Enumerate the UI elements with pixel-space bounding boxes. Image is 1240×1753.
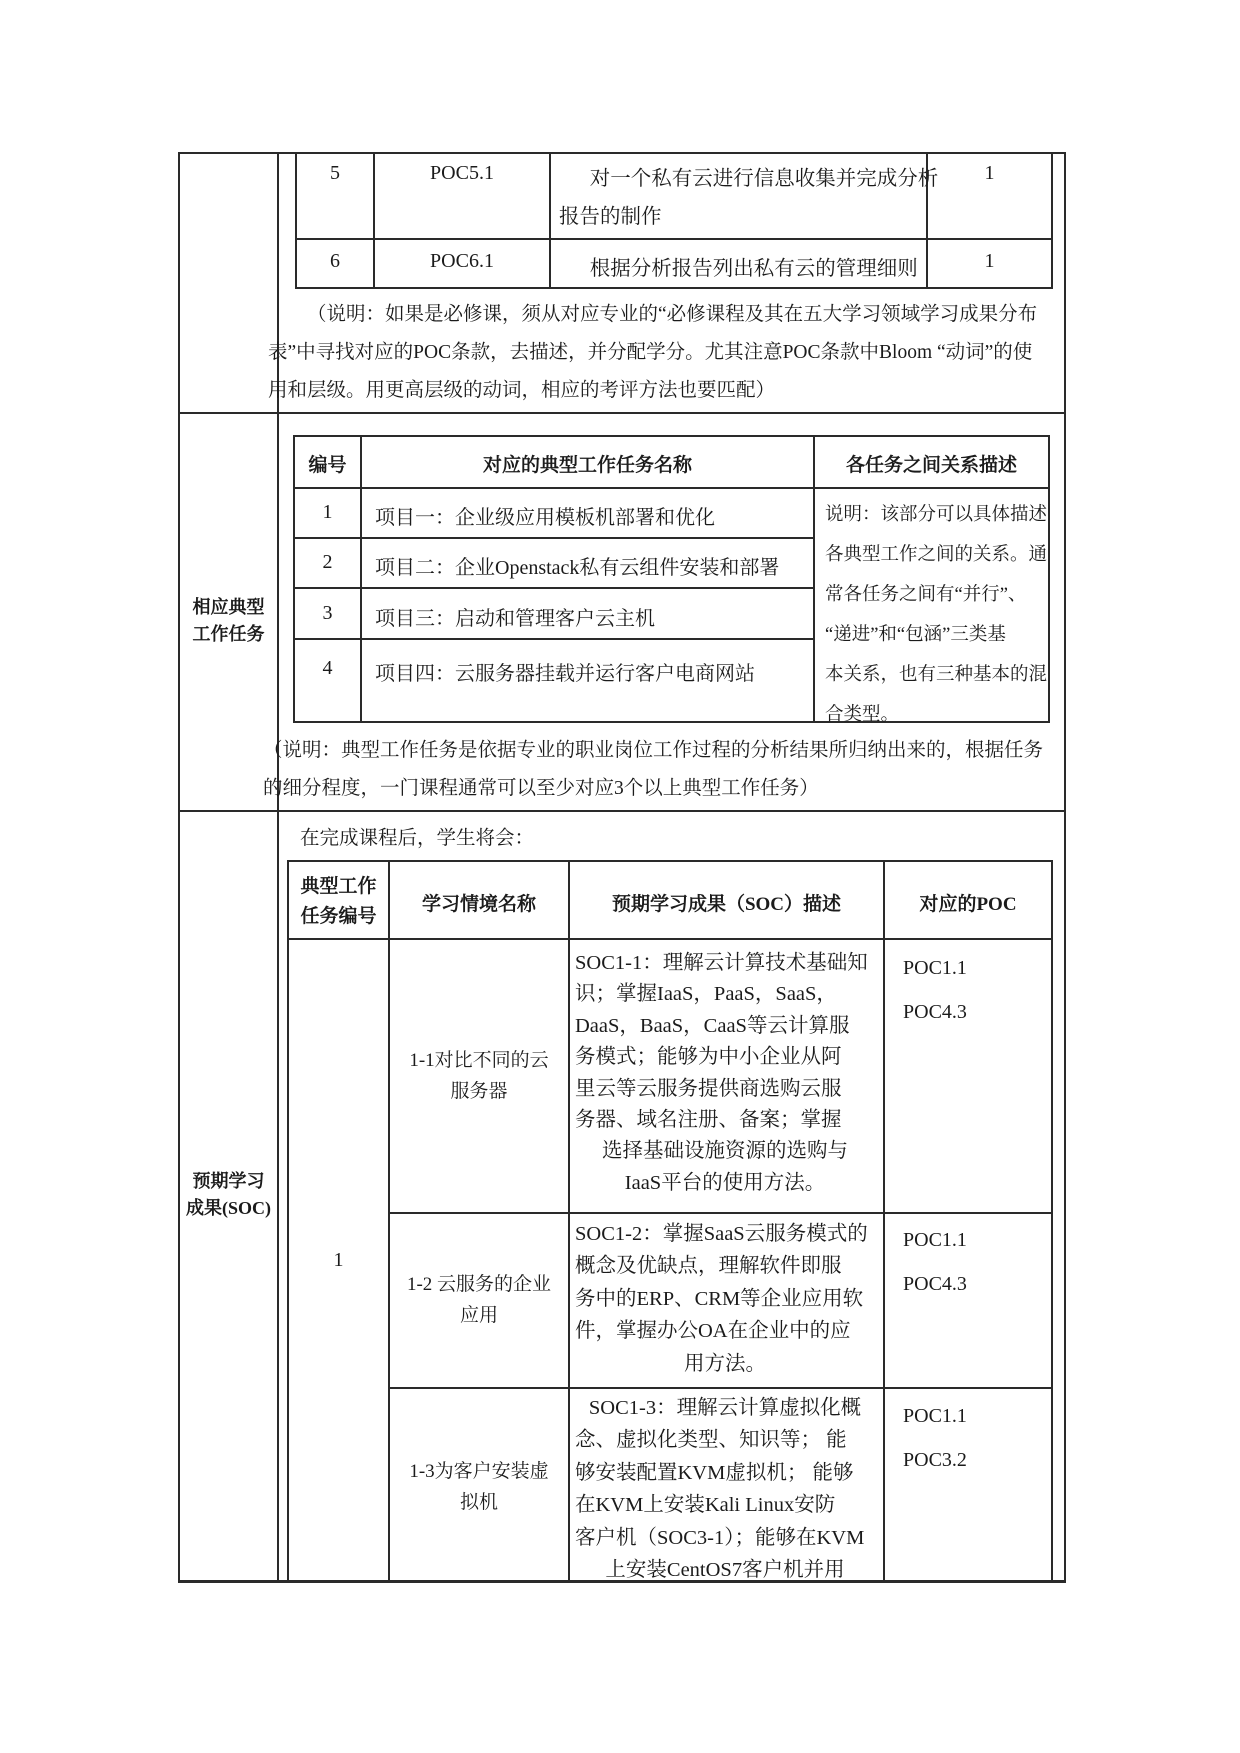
soc-desc-cell (575, 1392, 875, 1586)
grid-line (549, 154, 551, 287)
poc-allocation-table (295, 154, 1053, 289)
soc-desc-line: 务中的ERP、CRM等企业应用软 (575, 1287, 864, 1310)
column-header-soc-desc: 预期学习成果（SOC）描述 (611, 894, 842, 915)
poc-row-number: 6 (330, 250, 340, 272)
grid-line (568, 862, 570, 1580)
note-line: （说明：如果是必修课，须从对应专业的“必修课程及其在五大学习领域学习成果分布 (307, 304, 1038, 325)
poc-code: POC6.1 (430, 250, 494, 272)
soc-desc-line: 务器、域名注册、备案；掌握 (575, 1109, 842, 1132)
label-line: 成果(SOC) (186, 1198, 271, 1218)
situation-name-cell (390, 940, 568, 1212)
grid-line (295, 537, 815, 539)
poc-ref-cell (903, 1218, 967, 1306)
task-row-number: 4 (322, 657, 333, 679)
grid-line (813, 437, 815, 721)
note-line: 表”中寻找对应的POC条款，去描述，并分配学分。尤其注意POC条款中Bloom “动词”的使 (268, 342, 1033, 363)
label-line: 预期学习 (192, 1171, 265, 1191)
task-row-number: 1 (322, 501, 333, 523)
poc-ref: POC1.1 (903, 957, 967, 979)
situation-name-cell (390, 1387, 568, 1587)
column-header-poc: 对应的POC (919, 894, 1017, 915)
soc-task-number-cell: 1 (333, 1248, 344, 1271)
grid-line (360, 437, 362, 721)
note-line: 的细分程度，一门课程通常可以至少对应3个以上典型工作任务） (263, 778, 819, 799)
poc-ref: POC3.2 (903, 1449, 967, 1471)
section-label-expected-soc (180, 1168, 277, 1222)
soc-desc-line: 里云等云服务提供商选购云服 (575, 1077, 842, 1100)
column-header-relation: 各任务之间关系描述 (845, 455, 1017, 476)
relation-description (825, 495, 1047, 735)
grid-line (295, 487, 1048, 489)
situation-line: 1-3为客户安装虚 (409, 1461, 549, 1482)
soc-desc-line: SOC1-2：掌握SaaS云服务模式的 (575, 1223, 868, 1245)
soc-desc-line: 件，掌握办公OA在企业中的应 (575, 1320, 851, 1343)
situation-line: 服务器 (450, 1081, 508, 1102)
relation-line: 本关系，也有三种基本的混 (825, 665, 1048, 685)
situation-line: 1-2 云服务的企业 (406, 1273, 552, 1295)
grid-line (297, 238, 1051, 240)
poc-ref-cell (903, 946, 967, 1034)
course-design-table (178, 152, 1066, 1583)
soc-desc-line: 客户机（SOC3-1）；能够在KVM (575, 1526, 865, 1549)
poc-row-number: 5 (330, 162, 340, 184)
task-row-number: 2 (322, 551, 333, 573)
soc-desc-cell (575, 1218, 875, 1380)
header-line: 典型工作 (300, 876, 377, 897)
relation-line: 各典型工作之间的关系。通 (825, 545, 1048, 565)
section-divider-2 (180, 810, 1064, 812)
soc-desc-line: 在KVM上安装Kali Linux安防 (575, 1494, 836, 1517)
relation-line: 说明：该部分可以具体描述 (825, 505, 1048, 525)
grid-line (883, 862, 885, 1580)
poc-score: 1 (984, 162, 995, 184)
grid-line (295, 587, 815, 589)
situation-name-cell (390, 1212, 568, 1387)
note-line: 用和层级。用更高层级的动词，相应的考评方法也要匹配） (268, 380, 776, 401)
situation-line: 1-1对比不同的云 (409, 1050, 549, 1071)
soc-intro-text: 在完成课程后，学生将会： (300, 828, 535, 849)
label-line: 相应典型 (192, 597, 265, 617)
soc-desc-line: IaaS平台的使用方法。 (624, 1171, 826, 1194)
task-row-name: 项目一：企业级应用模板机部署和优化 (375, 507, 715, 529)
typical-tasks-note (263, 732, 1068, 808)
typical-tasks-table (293, 435, 1050, 723)
soc-desc-line: DaaS，BaaS，CaaS等云计算服 (575, 1014, 850, 1037)
relation-line: “递进”和“包涵”三类基 (825, 625, 1006, 645)
poc-note (268, 296, 1068, 410)
task-row-name: 项目二：企业Openstack私有云组件安装和部署 (375, 557, 780, 579)
soc-desc-line: 识；掌握IaaS，PaaS，SaaS， (575, 983, 837, 1006)
task-row-name: 项目四：云服务器挂载并运行客户电商网站 (375, 663, 755, 685)
column-header-task-name: 对应的典型工作任务名称 (482, 455, 692, 476)
soc-desc-line: 用方法。 (684, 1352, 766, 1375)
soc-desc-line: SOC1-1：理解云计算技术基础知 (575, 952, 868, 974)
column-header-number: 编号 (308, 455, 347, 476)
relation-line: 常各任务之间有“并行”、 (825, 585, 1027, 605)
poc-ref-cell (903, 1394, 967, 1482)
poc-ref: POC4.3 (903, 1001, 967, 1023)
section-label-typical-tasks (180, 594, 277, 648)
soc-desc-line: 念、虚拟化类型、知识等； 能 (575, 1429, 847, 1452)
soc-desc-line: 务模式；能够为中小企业从阿 (575, 1046, 842, 1069)
situation-line: 拟机 (459, 1492, 498, 1513)
poc-ref: POC1.1 (903, 1229, 967, 1251)
situation-line: 应用 (459, 1304, 498, 1326)
soc-desc-line: SOC1-3：理解云计算虚拟化概 (588, 1397, 862, 1419)
poc-ref: POC1.1 (903, 1405, 967, 1427)
poc-desc-line: 对一个私有云进行信息收集并完成分析 (589, 168, 939, 190)
task-row-number: 3 (322, 602, 333, 624)
task-row-name: 项目三：启动和管理客户云主机 (375, 608, 655, 630)
poc-score: 1 (984, 250, 995, 272)
soc-desc-line: 上安装CentOS7客户机并用 (605, 1559, 845, 1582)
column-header-task-no (289, 872, 388, 932)
column-header-situation: 学习情境名称 (421, 894, 536, 915)
label-line: 工作任务 (192, 624, 265, 644)
soc-desc-line: 概念及优缺点，理解软件即服 (575, 1255, 842, 1278)
note-line: （说明：典型工作任务是依据专业的职业岗位工作过程的分析结果所归纳出来的，根据任务 (263, 740, 1044, 761)
poc-desc-line: 报告的制作 (559, 206, 662, 228)
poc-code: POC5.1 (430, 162, 494, 184)
poc-ref: POC4.3 (903, 1273, 967, 1295)
header-line: 任务编号 (300, 906, 377, 927)
soc-desc-cell (575, 948, 875, 1199)
soc-table (287, 860, 1053, 1580)
section-divider-1 (180, 412, 1064, 414)
relation-line: 合类型。 (825, 705, 900, 725)
grid-line (295, 638, 815, 640)
soc-desc-line: 选择基础设施资源的选购与 (602, 1140, 848, 1163)
soc-desc-line: 够安装配置KVM虚拟机； 能够 (575, 1461, 854, 1484)
poc-desc-line: 根据分析报告列出私有云的管理细则 (589, 258, 918, 280)
